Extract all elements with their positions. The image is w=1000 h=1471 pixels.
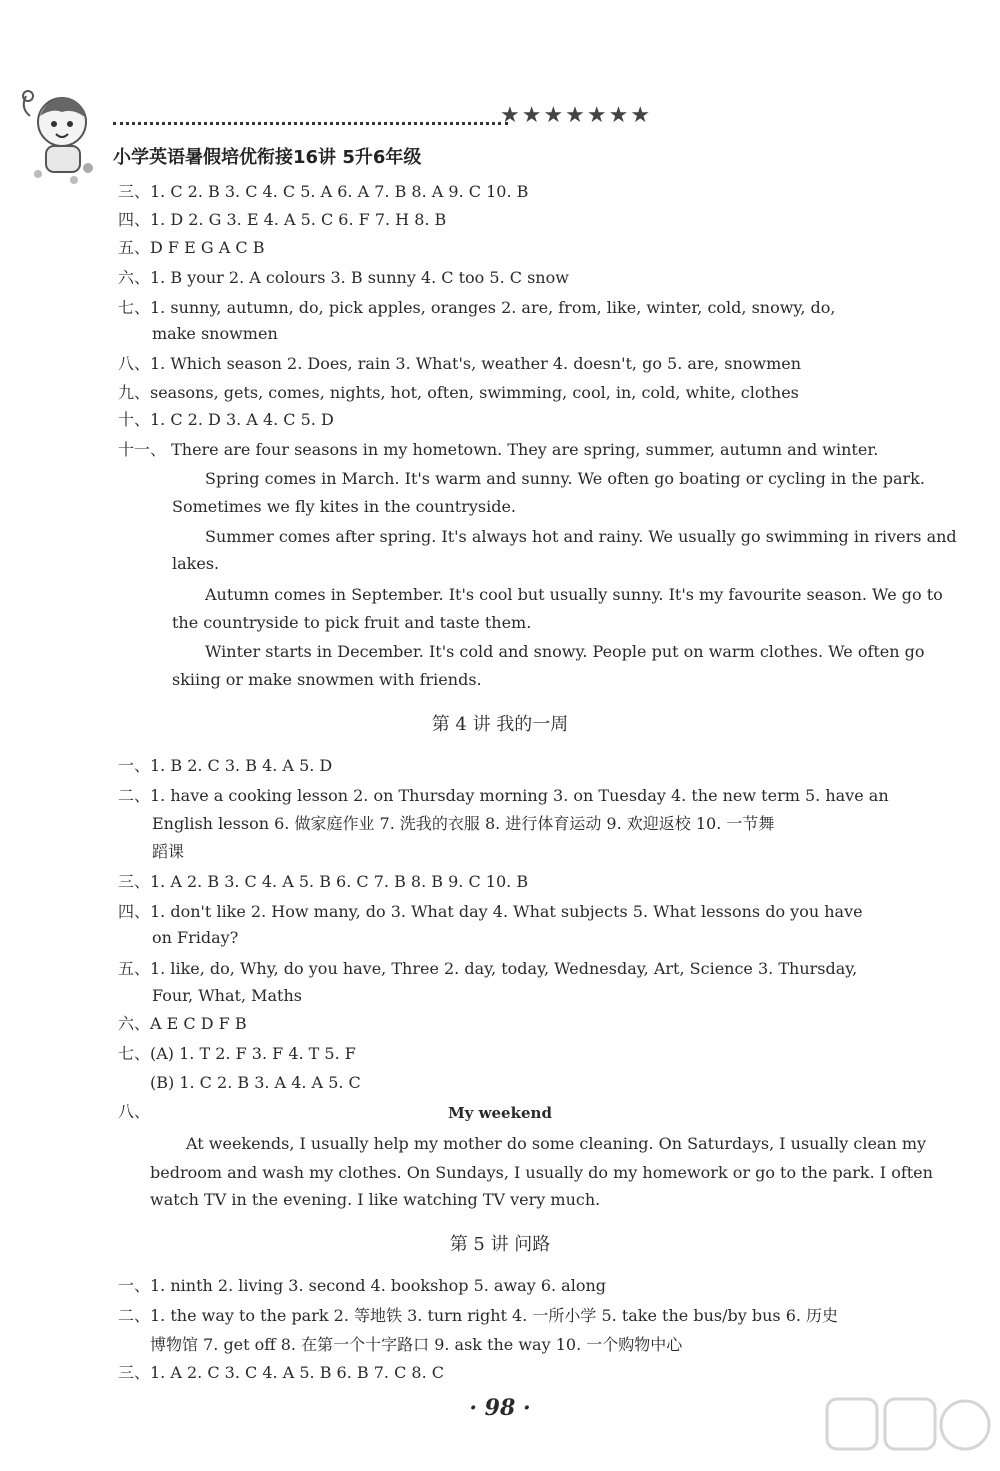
answer-line: 六、A E C D F B: [118, 1014, 247, 1033]
answer-line: 一、1. B 2. C 3. B 4. A 5. D: [118, 756, 333, 775]
answer-line: 三、1. A 2. C 3. C 4. A 5. B 6. B 7. C 8. C: [118, 1363, 445, 1382]
essay-line: the countryside to pick fruit and taste them.: [172, 613, 532, 632]
essay-title: My weekend: [448, 1104, 552, 1122]
header-stars: ★★★★★★★: [500, 103, 653, 128]
essay-line: skiing or make snowmen with friends.: [172, 670, 482, 689]
watermark-logo-icon: [825, 1395, 995, 1465]
answer-line: 八、: [118, 1102, 151, 1121]
answer-line: 四、1. D 2. G 3. E 4. A 5. C 6. F 7. H 8. B: [118, 210, 447, 229]
essay-line: Summer comes after spring. It's always hot and rainy. We usually go swimming in rivers and: [205, 527, 957, 546]
answer-line: 四、1. don't like 2. How many, do 3. What day 4. What subjects 5. What lessons do you have: [118, 902, 863, 921]
book-title: 小学英语暑假培优衔接16讲 5升6年级: [113, 147, 422, 168]
answer-line: 六、1. B your 2. A colours 3. B sunny 4. C too 5. C snow: [118, 268, 569, 287]
essay-line: lakes.: [172, 554, 220, 573]
header-dotted-rule: [113, 108, 508, 125]
answer-line: English lesson 6. 做家庭作业 7. 洗我的衣服 8. 进行体育运动 9. 欢迎返校 10. 一节舞: [152, 814, 775, 833]
answer-line: 五、D F E G A C B: [118, 238, 265, 257]
answer-line: 五、1. like, do, Why, do you have, Three 2. day, today, Wednesday, Art, Science 3. Thursday,: [118, 959, 858, 978]
answer-line: 蹈课: [152, 842, 185, 861]
answer-line: 九、seasons, gets, comes, nights, hot, often, swimming, cool, in, cold, white, clothes: [118, 383, 799, 402]
essay-line: Autumn comes in September. It's cool but usually sunny. It's my favourite season. We go to: [205, 585, 943, 604]
essay-line: Sometimes we fly kites in the countryside.: [172, 497, 517, 516]
answer-line: make snowmen: [152, 324, 278, 343]
lecture-4-title: 第 4 讲 我的一周: [431, 714, 569, 735]
answer-line: 七、(A) 1. T 2. F 3. F 4. T 5. F: [118, 1044, 356, 1063]
answer-line: 三、1. C 2. B 3. C 4. C 5. A 6. A 7. B 8. A 9. C 10. B: [118, 182, 529, 201]
answer-line: 七、1. sunny, autumn, do, pick apples, oranges 2. are, from, like, winter, cold, snowy, do,: [118, 298, 836, 317]
kid-mascot-icon: [18, 88, 110, 188]
answer-line: (B) 1. C 2. B 3. A 4. A 5. C: [150, 1073, 361, 1092]
answer-line: 三、1. A 2. B 3. C 4. A 5. B 6. C 7. B 8. B 9. C 10. B: [118, 872, 529, 891]
essay-line: watch TV in the evening. I like watching TV very much.: [150, 1190, 601, 1209]
essay-line: bedroom and wash my clothes. On Sundays, I usually do my homework or go to the park. I often: [150, 1163, 933, 1182]
answer-line: 十一、 There are four seasons in my hometown. They are spring, summer, autumn and winter.: [118, 440, 879, 459]
lecture-5-title: 第 5 讲 问路: [449, 1234, 551, 1255]
answer-line: 一、1. ninth 2. living 3. second 4. bookshop 5. away 6. along: [118, 1276, 607, 1295]
answer-line: Four, What, Maths: [152, 986, 302, 1005]
essay-line: At weekends, I usually help my mother do some cleaning. On Saturdays, I usually clean my: [186, 1134, 927, 1153]
answer-line: 博物馆 7. get off 8. 在第一个十字路口 9. ask the way 10. 一个购物中心: [150, 1335, 683, 1354]
page-number: · 98 ·: [469, 1395, 531, 1421]
answer-line: 十、1. C 2. D 3. A 4. C 5. D: [118, 410, 334, 429]
essay-line: Spring comes in March. It's warm and sunny. We often go boating or cycling in the park.: [205, 469, 925, 488]
answer-line: on Friday?: [152, 928, 239, 947]
answer-line: 八、1. Which season 2. Does, rain 3. What's, weather 4. doesn't, go 5. are, snowmen: [118, 354, 802, 373]
answer-line: 二、1. have a cooking lesson 2. on Thursday morning 3. on Tuesday 4. the new term 5. have an: [118, 786, 889, 805]
answer-line: 二、1. the way to the park 2. 等地铁 3. turn right 4. 一所小学 5. take the bus/by bus 6. 历史: [118, 1306, 839, 1325]
essay-line: Winter starts in December. It's cold and snowy. People put on warm clothes. We often go: [205, 642, 925, 661]
